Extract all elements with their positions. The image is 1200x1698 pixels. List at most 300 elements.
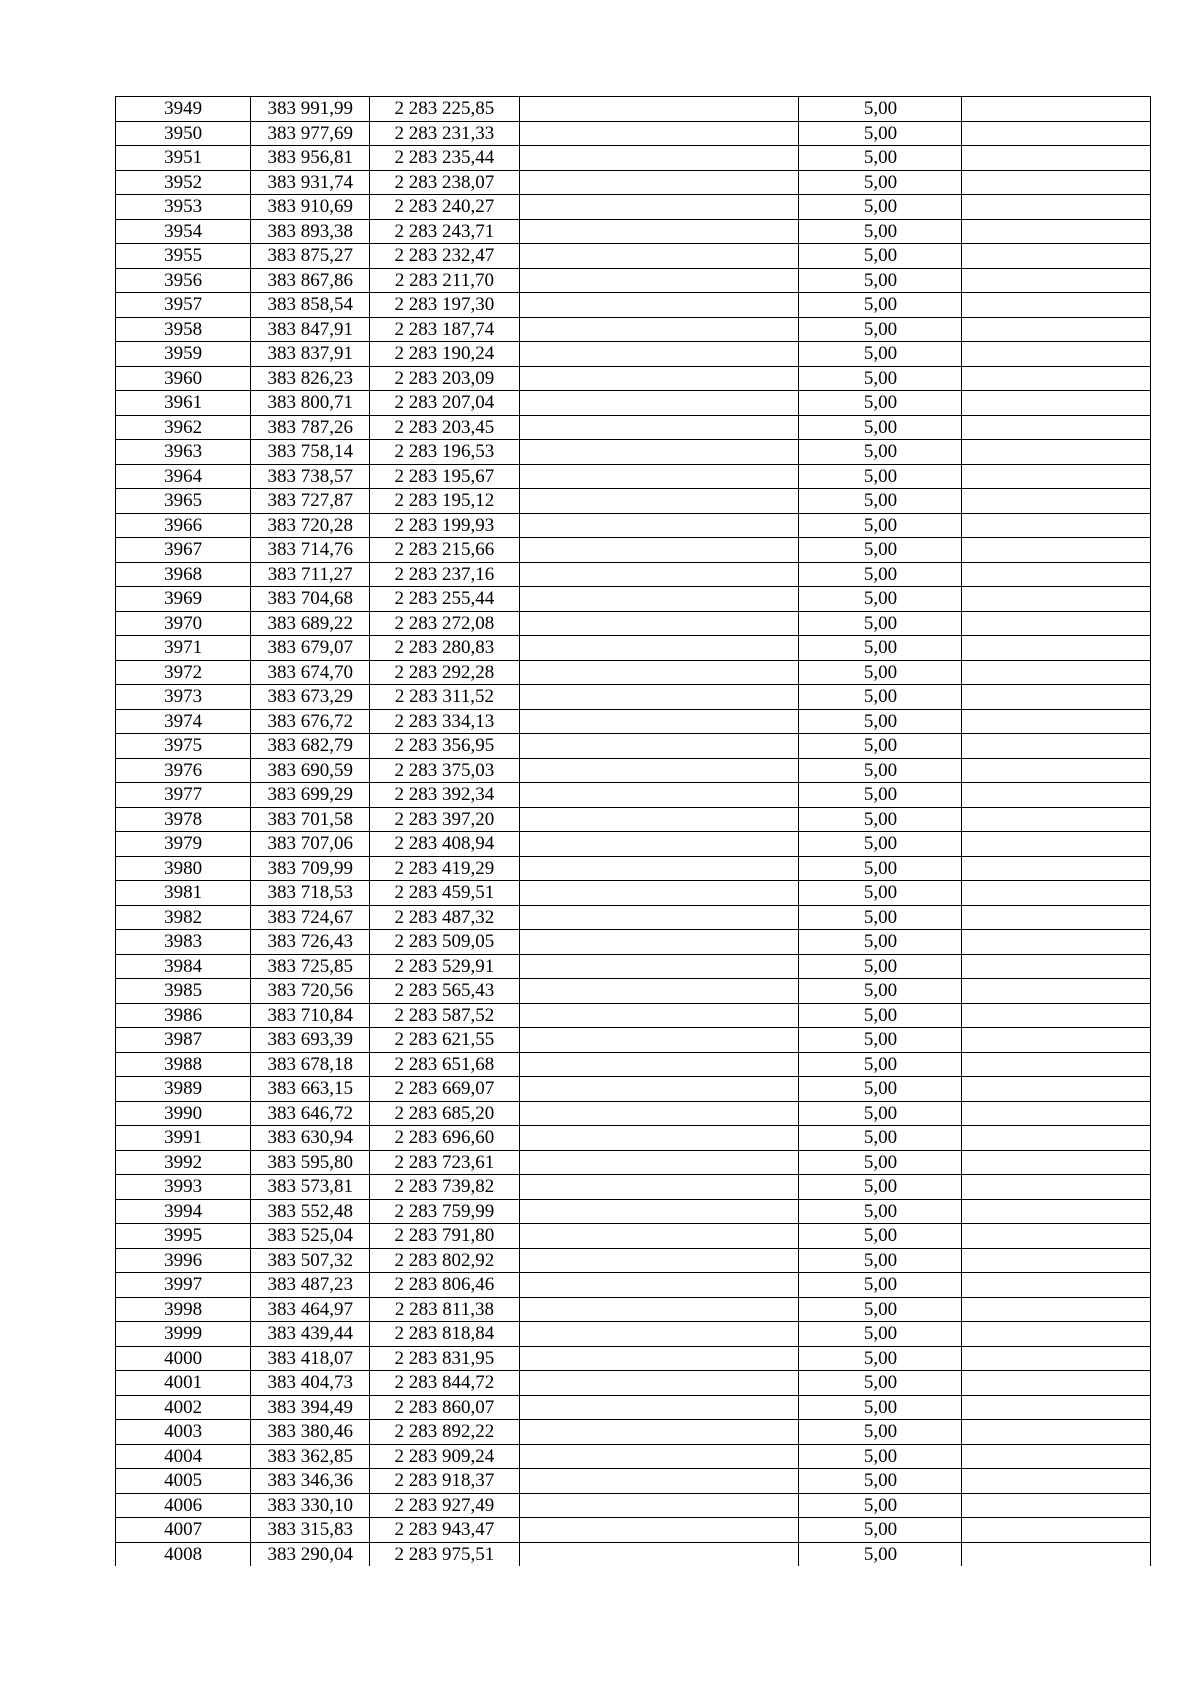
y-coordinate-cell: 2 283 587,52 (370, 1003, 520, 1028)
blank-cell (962, 856, 1151, 881)
point-number-cell: 3949 (116, 97, 251, 122)
table-row (116, 1101, 1151, 1126)
blank-cell (519, 783, 799, 808)
y-coordinate-cell: 2 283 806,46 (370, 1273, 520, 1298)
point-number-cell: 3969 (116, 587, 251, 612)
blank-cell (519, 366, 799, 391)
table-row (116, 1469, 1151, 1494)
accuracy-cell: 5,00 (799, 1199, 962, 1224)
table-row (116, 1542, 1151, 1566)
blank-cell (519, 1028, 799, 1053)
x-coordinate-cell: 383 487,23 (251, 1273, 370, 1298)
blank-cell (962, 391, 1151, 416)
x-coordinate-cell: 383 630,94 (251, 1126, 370, 1151)
point-number-cell: 3979 (116, 832, 251, 857)
y-coordinate-cell: 2 283 696,60 (370, 1126, 520, 1151)
blank-cell (519, 1469, 799, 1494)
y-coordinate-cell: 2 283 231,33 (370, 121, 520, 146)
blank-cell (519, 1420, 799, 1445)
y-coordinate-cell: 2 283 892,22 (370, 1420, 520, 1445)
blank-cell (962, 1224, 1151, 1249)
accuracy-cell: 5,00 (799, 391, 962, 416)
point-number-cell: 3984 (116, 954, 251, 979)
accuracy-cell: 5,00 (799, 244, 962, 269)
blank-cell (519, 391, 799, 416)
point-number-cell: 3977 (116, 783, 251, 808)
blank-cell (962, 1003, 1151, 1028)
accuracy-cell: 5,00 (799, 1322, 962, 1347)
y-coordinate-cell: 2 283 975,51 (370, 1542, 520, 1566)
y-coordinate-cell: 2 283 943,47 (370, 1518, 520, 1543)
blank-cell (962, 636, 1151, 661)
x-coordinate-cell: 383 710,84 (251, 1003, 370, 1028)
accuracy-cell: 5,00 (799, 219, 962, 244)
point-number-cell: 3965 (116, 489, 251, 514)
blank-cell (962, 244, 1151, 269)
table-row (116, 293, 1151, 318)
point-number-cell: 3968 (116, 562, 251, 587)
x-coordinate-cell: 383 837,91 (251, 342, 370, 367)
accuracy-cell: 5,00 (799, 587, 962, 612)
blank-cell (962, 464, 1151, 489)
x-coordinate-cell: 383 875,27 (251, 244, 370, 269)
point-number-cell: 4001 (116, 1371, 251, 1396)
blank-cell (962, 1273, 1151, 1298)
x-coordinate-cell: 383 678,18 (251, 1052, 370, 1077)
accuracy-cell: 5,00 (799, 1493, 962, 1518)
accuracy-cell: 5,00 (799, 807, 962, 832)
point-number-cell: 3960 (116, 366, 251, 391)
point-number-cell: 3975 (116, 734, 251, 759)
accuracy-cell: 5,00 (799, 660, 962, 685)
x-coordinate-cell: 383 346,36 (251, 1469, 370, 1494)
y-coordinate-cell: 2 283 529,91 (370, 954, 520, 979)
blank-cell (519, 709, 799, 734)
y-coordinate-cell: 2 283 759,99 (370, 1199, 520, 1224)
x-coordinate-cell: 383 758,14 (251, 440, 370, 465)
table-row (116, 317, 1151, 342)
blank-cell (519, 317, 799, 342)
blank-cell (962, 954, 1151, 979)
blank-cell (519, 146, 799, 171)
blank-cell (519, 1150, 799, 1175)
table-row (116, 685, 1151, 710)
blank-cell (519, 685, 799, 710)
blank-cell (962, 317, 1151, 342)
point-number-cell: 3998 (116, 1297, 251, 1322)
blank-cell (519, 1248, 799, 1273)
accuracy-cell: 5,00 (799, 268, 962, 293)
table-row (116, 930, 1151, 955)
y-coordinate-cell: 2 283 272,08 (370, 611, 520, 636)
point-number-cell: 4002 (116, 1395, 251, 1420)
blank-cell (962, 195, 1151, 220)
blank-cell (519, 1003, 799, 1028)
y-coordinate-cell: 2 283 419,29 (370, 856, 520, 881)
accuracy-cell: 5,00 (799, 930, 962, 955)
blank-cell (519, 1444, 799, 1469)
blank-cell (519, 440, 799, 465)
x-coordinate-cell: 383 330,10 (251, 1493, 370, 1518)
point-number-cell: 3963 (116, 440, 251, 465)
blank-cell (519, 1371, 799, 1396)
table-row (116, 195, 1151, 220)
x-coordinate-cell: 383 720,56 (251, 979, 370, 1004)
accuracy-cell: 5,00 (799, 1003, 962, 1028)
table-row (116, 97, 1151, 122)
point-number-cell: 4006 (116, 1493, 251, 1518)
blank-cell (519, 881, 799, 906)
point-number-cell: 3997 (116, 1273, 251, 1298)
y-coordinate-cell: 2 283 392,34 (370, 783, 520, 808)
point-number-cell: 3954 (116, 219, 251, 244)
x-coordinate-cell: 383 699,29 (251, 783, 370, 808)
point-number-cell: 3987 (116, 1028, 251, 1053)
accuracy-cell: 5,00 (799, 758, 962, 783)
table-row (116, 1126, 1151, 1151)
blank-cell (519, 660, 799, 685)
accuracy-cell: 5,00 (799, 1052, 962, 1077)
y-coordinate-cell: 2 283 509,05 (370, 930, 520, 955)
accuracy-cell: 5,00 (799, 366, 962, 391)
blank-cell (519, 1077, 799, 1102)
blank-cell (519, 611, 799, 636)
blank-cell (962, 709, 1151, 734)
y-coordinate-cell: 2 283 207,04 (370, 391, 520, 416)
table-row (116, 342, 1151, 367)
table-row (116, 979, 1151, 1004)
blank-cell (962, 489, 1151, 514)
blank-cell (519, 1224, 799, 1249)
blank-cell (962, 660, 1151, 685)
y-coordinate-cell: 2 283 334,13 (370, 709, 520, 734)
table-row (116, 807, 1151, 832)
table-row (116, 611, 1151, 636)
accuracy-cell: 5,00 (799, 1175, 962, 1200)
table-row (116, 1028, 1151, 1053)
blank-cell (962, 268, 1151, 293)
table-row (116, 1199, 1151, 1224)
table-row (116, 734, 1151, 759)
blank-cell (962, 1444, 1151, 1469)
x-coordinate-cell: 383 679,07 (251, 636, 370, 661)
y-coordinate-cell: 2 283 802,92 (370, 1248, 520, 1273)
point-number-cell: 3991 (116, 1126, 251, 1151)
table-row (116, 1150, 1151, 1175)
blank-cell (962, 1150, 1151, 1175)
accuracy-cell: 5,00 (799, 734, 962, 759)
x-coordinate-cell: 383 362,85 (251, 1444, 370, 1469)
blank-cell (519, 464, 799, 489)
point-number-cell: 3985 (116, 979, 251, 1004)
blank-cell (962, 170, 1151, 195)
blank-cell (519, 538, 799, 563)
point-number-cell: 3956 (116, 268, 251, 293)
y-coordinate-cell: 2 283 195,67 (370, 464, 520, 489)
point-number-cell: 3967 (116, 538, 251, 563)
blank-cell (962, 881, 1151, 906)
blank-cell (962, 930, 1151, 955)
accuracy-cell: 5,00 (799, 979, 962, 1004)
blank-cell (962, 758, 1151, 783)
x-coordinate-cell: 383 690,59 (251, 758, 370, 783)
point-number-cell: 3950 (116, 121, 251, 146)
blank-cell (519, 1052, 799, 1077)
x-coordinate-cell: 383 714,76 (251, 538, 370, 563)
table-row (116, 464, 1151, 489)
accuracy-cell: 5,00 (799, 1028, 962, 1053)
y-coordinate-cell: 2 283 565,43 (370, 979, 520, 1004)
blank-cell (962, 1028, 1151, 1053)
accuracy-cell: 5,00 (799, 1297, 962, 1322)
table-row (116, 268, 1151, 293)
blank-cell (519, 415, 799, 440)
x-coordinate-cell: 383 718,53 (251, 881, 370, 906)
accuracy-cell: 5,00 (799, 293, 962, 318)
accuracy-cell: 5,00 (799, 685, 962, 710)
blank-cell (962, 1126, 1151, 1151)
point-number-cell: 3990 (116, 1101, 251, 1126)
x-coordinate-cell: 383 552,48 (251, 1199, 370, 1224)
table-row (116, 219, 1151, 244)
y-coordinate-cell: 2 283 203,09 (370, 366, 520, 391)
accuracy-cell: 5,00 (799, 121, 962, 146)
y-coordinate-cell: 2 283 739,82 (370, 1175, 520, 1200)
table-row (116, 513, 1151, 538)
y-coordinate-cell: 2 283 237,16 (370, 562, 520, 587)
blank-cell (962, 538, 1151, 563)
blank-cell (962, 807, 1151, 832)
point-number-cell: 3972 (116, 660, 251, 685)
x-coordinate-cell: 383 724,67 (251, 905, 370, 930)
x-coordinate-cell: 383 826,23 (251, 366, 370, 391)
x-coordinate-cell: 383 725,85 (251, 954, 370, 979)
table-row (116, 1444, 1151, 1469)
y-coordinate-cell: 2 283 685,20 (370, 1101, 520, 1126)
blank-cell (519, 1322, 799, 1347)
blank-cell (962, 121, 1151, 146)
point-number-cell: 3957 (116, 293, 251, 318)
blank-cell (962, 685, 1151, 710)
y-coordinate-cell: 2 283 909,24 (370, 1444, 520, 1469)
y-coordinate-cell: 2 283 196,53 (370, 440, 520, 465)
y-coordinate-cell: 2 283 203,45 (370, 415, 520, 440)
point-number-cell: 4000 (116, 1346, 251, 1371)
blank-cell (962, 513, 1151, 538)
blank-cell (962, 1297, 1151, 1322)
y-coordinate-cell: 2 283 243,71 (370, 219, 520, 244)
table-row (116, 856, 1151, 881)
y-coordinate-cell: 2 283 235,44 (370, 146, 520, 171)
point-number-cell: 3964 (116, 464, 251, 489)
table-row (116, 954, 1151, 979)
point-number-cell: 3958 (116, 317, 251, 342)
table-row (116, 1297, 1151, 1322)
blank-cell (962, 1542, 1151, 1566)
y-coordinate-cell: 2 283 723,61 (370, 1150, 520, 1175)
blank-cell (519, 758, 799, 783)
point-number-cell: 3999 (116, 1322, 251, 1347)
blank-cell (519, 1175, 799, 1200)
accuracy-cell: 5,00 (799, 170, 962, 195)
blank-cell (519, 489, 799, 514)
x-coordinate-cell: 383 727,87 (251, 489, 370, 514)
table-row (116, 783, 1151, 808)
point-number-cell: 3973 (116, 685, 251, 710)
table-row (116, 170, 1151, 195)
table-row (116, 1273, 1151, 1298)
blank-cell (519, 293, 799, 318)
accuracy-cell: 5,00 (799, 1542, 962, 1566)
accuracy-cell: 5,00 (799, 709, 962, 734)
x-coordinate-cell: 383 800,71 (251, 391, 370, 416)
blank-cell (962, 832, 1151, 857)
point-number-cell: 3961 (116, 391, 251, 416)
blank-cell (519, 954, 799, 979)
blank-cell (519, 979, 799, 1004)
blank-cell (519, 1101, 799, 1126)
blank-cell (519, 832, 799, 857)
table-row (116, 538, 1151, 563)
blank-cell (519, 636, 799, 661)
blank-cell (519, 121, 799, 146)
x-coordinate-cell: 383 525,04 (251, 1224, 370, 1249)
accuracy-cell: 5,00 (799, 1420, 962, 1445)
point-number-cell: 4004 (116, 1444, 251, 1469)
point-number-cell: 3981 (116, 881, 251, 906)
accuracy-cell: 5,00 (799, 538, 962, 563)
blank-cell (519, 513, 799, 538)
x-coordinate-cell: 383 439,44 (251, 1322, 370, 1347)
point-number-cell: 3978 (116, 807, 251, 832)
accuracy-cell: 5,00 (799, 1346, 962, 1371)
blank-cell (519, 856, 799, 881)
x-coordinate-cell: 383 709,99 (251, 856, 370, 881)
accuracy-cell: 5,00 (799, 195, 962, 220)
blank-cell (519, 1395, 799, 1420)
blank-cell (962, 783, 1151, 808)
x-coordinate-cell: 383 464,97 (251, 1297, 370, 1322)
blank-cell (519, 1346, 799, 1371)
blank-cell (962, 587, 1151, 612)
accuracy-cell: 5,00 (799, 1518, 962, 1543)
table-row (116, 1224, 1151, 1249)
accuracy-cell: 5,00 (799, 489, 962, 514)
x-coordinate-cell: 383 315,83 (251, 1518, 370, 1543)
y-coordinate-cell: 2 283 187,74 (370, 317, 520, 342)
blank-cell (519, 587, 799, 612)
x-coordinate-cell: 383 674,70 (251, 660, 370, 685)
x-coordinate-cell: 383 689,22 (251, 611, 370, 636)
accuracy-cell: 5,00 (799, 636, 962, 661)
blank-cell (962, 342, 1151, 367)
blank-cell (962, 1052, 1151, 1077)
accuracy-cell: 5,00 (799, 342, 962, 367)
point-number-cell: 3989 (116, 1077, 251, 1102)
blank-cell (519, 930, 799, 955)
accuracy-cell: 5,00 (799, 415, 962, 440)
x-coordinate-cell: 383 956,81 (251, 146, 370, 171)
y-coordinate-cell: 2 283 197,30 (370, 293, 520, 318)
accuracy-cell: 5,00 (799, 856, 962, 881)
point-number-cell: 3953 (116, 195, 251, 220)
table-row (116, 1420, 1151, 1445)
blank-cell (962, 1077, 1151, 1102)
y-coordinate-cell: 2 283 199,93 (370, 513, 520, 538)
blank-cell (962, 1395, 1151, 1420)
point-number-cell: 3955 (116, 244, 251, 269)
x-coordinate-cell: 383 893,38 (251, 219, 370, 244)
accuracy-cell: 5,00 (799, 513, 962, 538)
y-coordinate-cell: 2 283 255,44 (370, 587, 520, 612)
x-coordinate-cell: 383 290,04 (251, 1542, 370, 1566)
y-coordinate-cell: 2 283 651,68 (370, 1052, 520, 1077)
accuracy-cell: 5,00 (799, 317, 962, 342)
point-number-cell: 3983 (116, 930, 251, 955)
blank-cell (519, 562, 799, 587)
y-coordinate-cell: 2 283 280,83 (370, 636, 520, 661)
y-coordinate-cell: 2 283 215,66 (370, 538, 520, 563)
blank-cell (962, 1469, 1151, 1494)
point-number-cell: 3966 (116, 513, 251, 538)
blank-cell (962, 366, 1151, 391)
blank-cell (962, 1322, 1151, 1347)
point-number-cell: 3976 (116, 758, 251, 783)
blank-cell (519, 1199, 799, 1224)
table-row (116, 1175, 1151, 1200)
x-coordinate-cell: 383 404,73 (251, 1371, 370, 1396)
accuracy-cell: 5,00 (799, 1444, 962, 1469)
table-row (116, 366, 1151, 391)
x-coordinate-cell: 383 682,79 (251, 734, 370, 759)
accuracy-cell: 5,00 (799, 1101, 962, 1126)
y-coordinate-cell: 2 283 844,72 (370, 1371, 520, 1396)
table-row (116, 881, 1151, 906)
x-coordinate-cell: 383 787,26 (251, 415, 370, 440)
coordinates-table-body (116, 97, 1151, 1567)
accuracy-cell: 5,00 (799, 954, 962, 979)
blank-cell (962, 1199, 1151, 1224)
table-row (116, 660, 1151, 685)
y-coordinate-cell: 2 283 190,24 (370, 342, 520, 367)
point-number-cell: 3994 (116, 1199, 251, 1224)
y-coordinate-cell: 2 283 408,94 (370, 832, 520, 857)
y-coordinate-cell: 2 283 831,95 (370, 1346, 520, 1371)
x-coordinate-cell: 383 991,99 (251, 97, 370, 122)
accuracy-cell: 5,00 (799, 440, 962, 465)
blank-cell (519, 170, 799, 195)
x-coordinate-cell: 383 910,69 (251, 195, 370, 220)
table-row (116, 121, 1151, 146)
x-coordinate-cell: 383 720,28 (251, 513, 370, 538)
blank-cell (519, 342, 799, 367)
y-coordinate-cell: 2 283 791,80 (370, 1224, 520, 1249)
blank-cell (962, 734, 1151, 759)
blank-cell (962, 97, 1151, 122)
table-row (116, 1052, 1151, 1077)
x-coordinate-cell: 383 394,49 (251, 1395, 370, 1420)
blank-cell (962, 1346, 1151, 1371)
y-coordinate-cell: 2 283 918,37 (370, 1469, 520, 1494)
y-coordinate-cell: 2 283 927,49 (370, 1493, 520, 1518)
blank-cell (519, 1126, 799, 1151)
accuracy-cell: 5,00 (799, 1150, 962, 1175)
blank-cell (962, 293, 1151, 318)
point-number-cell: 3974 (116, 709, 251, 734)
y-coordinate-cell: 2 283 211,70 (370, 268, 520, 293)
x-coordinate-cell: 383 711,27 (251, 562, 370, 587)
table-row (116, 415, 1151, 440)
